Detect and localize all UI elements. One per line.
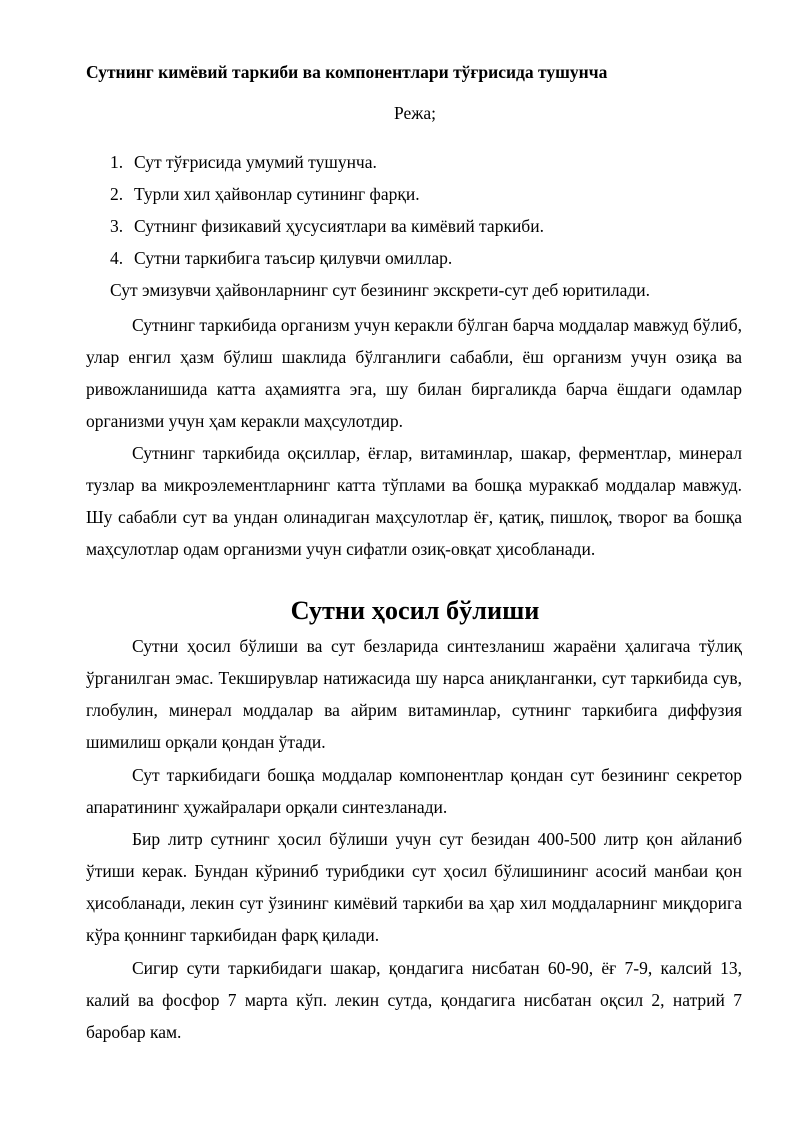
body-paragraph: Сутни ҳосил бўлиши ва сут безларида синтезланиш жараёни ҳалигача тўлиқ ўрганилган эмас. Текширувлар натижасида шу нарса аниқланганки, сут таркибида сув, глобулин, минерал моддалар ва айрим витаминлар, сутнинг таркибига диффузия шимилиш орқали қондан ўтади. [86, 636, 742, 753]
plan-item-text: Турли хил ҳайвонлар сутининг фарқи. [134, 184, 420, 204]
plan-item-text: Сутнинг физикавий ҳусусиятлари ва кимёвий таркиби. [134, 216, 544, 236]
section-heading: Сутни ҳосил бўлиши [290, 596, 540, 625]
plan-heading: Режа; [394, 103, 436, 123]
document-title: Сутнинг кимёвий таркиби ва компонентлари тўғрисида тушунча [86, 62, 608, 82]
body-paragraph: Сут таркибидаги бошқа моддалар компонентлар қондан сут безининг секретор апаратининг ҳужайралари орқали синтезланади. [86, 765, 742, 818]
plan-item-number: 3. [110, 216, 124, 236]
plan-list [110, 150, 750, 278]
plan-item [110, 150, 750, 182]
plan-item-number: 4. [110, 248, 124, 268]
plan-item [110, 182, 750, 214]
intro-sentence: Сут эмизувчи ҳайвонларнинг сут безининг экскрети-сут деб юритилади. [110, 280, 650, 300]
plan-item-number: 1. [110, 152, 124, 172]
plan-item [110, 214, 750, 246]
body-paragraph: Бир литр сутнинг ҳосил бўлиши учун сут безидан 400-500 литр қон айланиб ўтиши керак. Бундан кўриниб турибдики сут ҳосил бўлишининг асосий манбаи қон ҳисобланади, лекин сут ўзининг кимёвий таркиби ва ҳар хил моддаларнинг миқдорига кўра қоннинг таркибидан фарқ қилади. [86, 829, 742, 946]
plan-item [110, 246, 750, 278]
plan-item-text: Сут тўғрисида умумий тушунча. [134, 152, 377, 172]
plan-item-number: 2. [110, 184, 124, 204]
body-paragraph: Сутнинг таркибида оқсиллар, ёғлар, витаминлар, шакар, ферментлар, минерал тузлар ва микроэлементларнинг катта тўплами ва бошқа мураккаб моддалар мавжуд. Шу сабабли сут ва ундан олинадиган маҳсулотлар ёғ, қатиқ, пишлоқ, творог ва бошқа маҳсулотлар одам организми учун сифатли озиқ-овқат ҳисобланади. [86, 443, 742, 560]
body-paragraph: Сутнинг таркибида организм учун керакли бўлган барча моддалар мавжуд бўлиб, улар енгил ҳазм бўлиш шаклида бўлганлиги сабабли, ёш организм учун озиқа ва ривожланишида катта аҳамиятга эга, шу билан биргаликда барча ёшдаги одамлар организми учун ҳам керакли маҳсулотдир. [86, 315, 742, 432]
body-paragraph: Сигир сути таркибидаги шакар, қондагига нисбатан 60-90, ёғ 7-9, калсий 13, калий ва фосфор 7 марта кўп. лекин сутда, қондагига нисбатан оқсил 2, натрий 7 баробар кам. [86, 958, 742, 1043]
plan-item-text: Сутни таркибига таъсир қилувчи омиллар. [134, 248, 453, 268]
